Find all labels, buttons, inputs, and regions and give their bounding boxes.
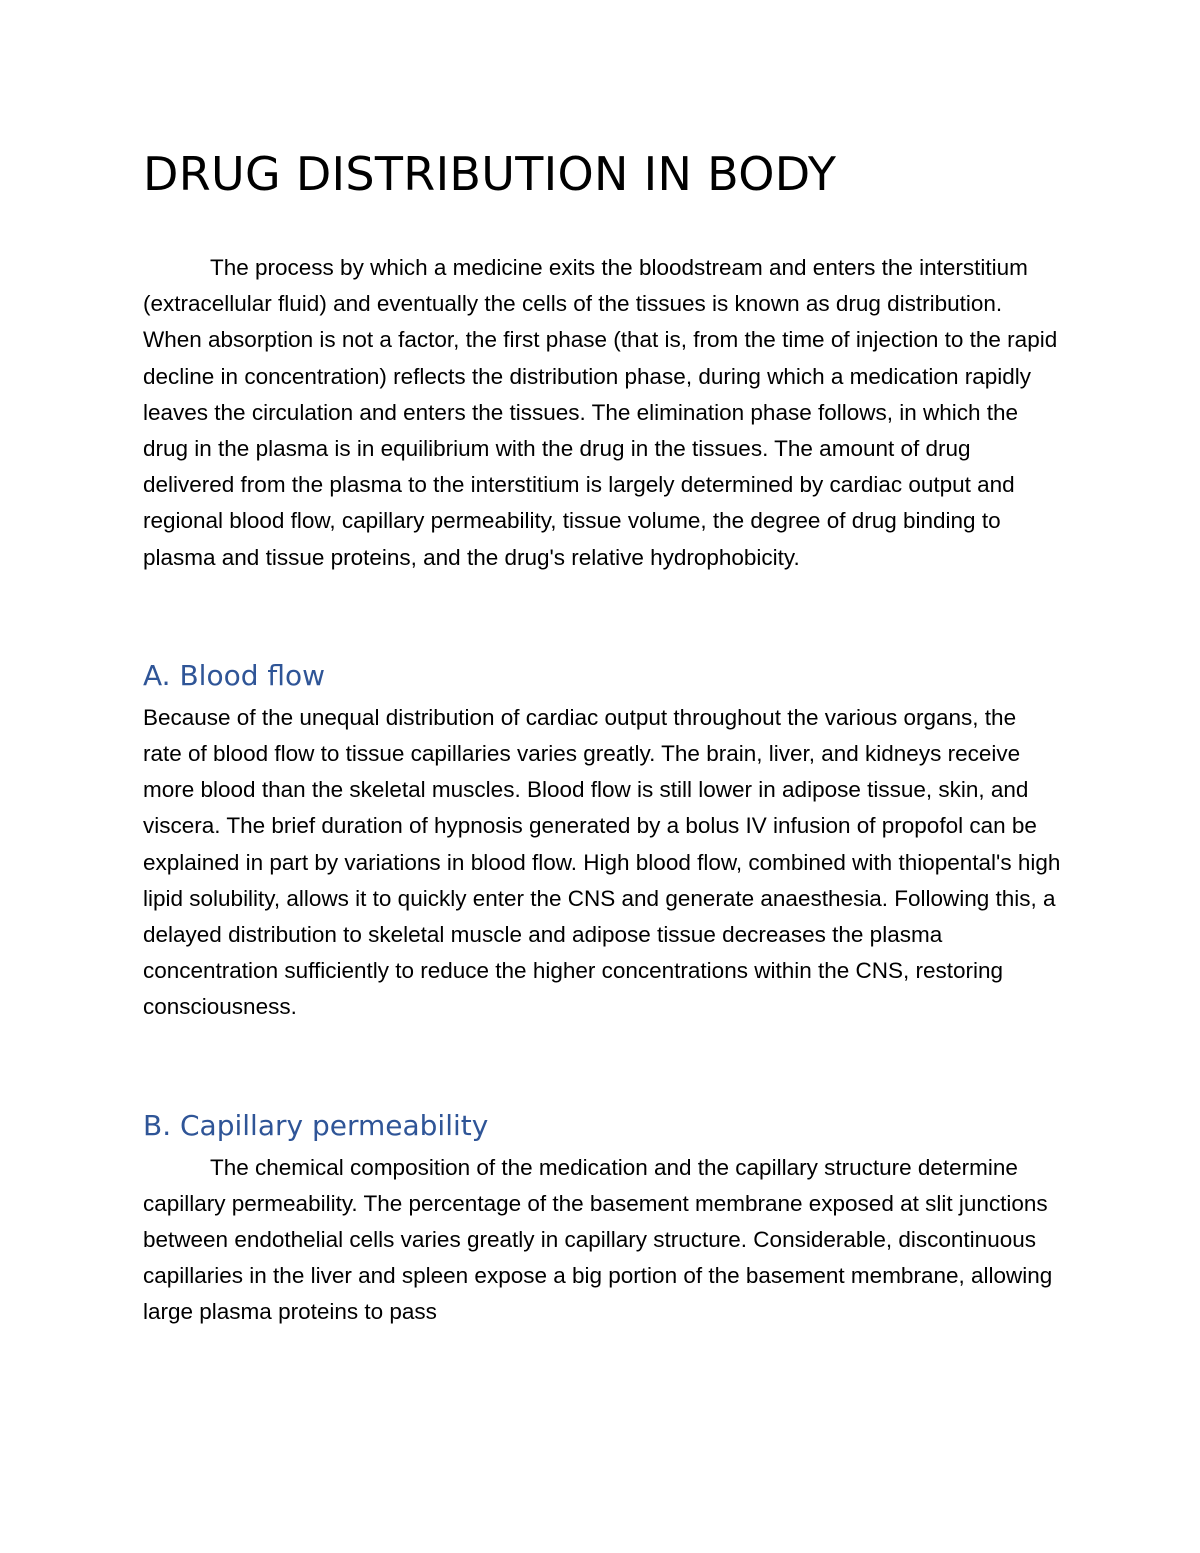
section-heading-capillary-permeability: B. Capillary permeability — [143, 1108, 489, 1142]
document-content — [143, 140, 1061, 1331]
section-body-capillary-permeability: The chemical composition of the medication and the capillary structure determine capillary permeability. The percentage of the basement membrane exposed at slit junctions between endothelial cells varies greatly in capillary structure. Considerable, discontinuous capillaries in the liver and spleen expose a big portion of the basement membrane, allowing large plasma proteins to pass — [143, 1154, 1053, 1325]
intro-paragraph: The process by which a medicine exits the bloodstream and enters the interstitium (extracellular fluid) and eventually the cells of the tissues is known as drug distribution. When absorption is not a factor, the first phase (that is, from the time of injection to the rapid decline in concentration) reflects the distribution phase, during which a medication rapidly leaves the circulation and enters the tissues. The elimination phase follows, in which the drug in the plasma is in equilibrium with the drug in the tissues. The amount of drug delivered from the plasma to the interstitium is largely determined by cardiac output and regional blood flow, capillary permeability, tissue volume, the degree of drug binding to plasma and tissue proteins, and the drug's relative hydrophobicity. — [143, 255, 1058, 570]
section-heading-blood-flow: A. Blood flow — [143, 658, 326, 692]
section-body-blood-flow: Because of the unequal distribution of cardiac output throughout the various organs, the rate of blood flow to tissue capillaries varies greatly. The brain, liver, and kidneys receive more blood than the skeletal muscles. Blood flow is still lower in adipose tissue, skin, and viscera. The brief duration of hypnosis generated by a bolus IV infusion of propofol can be explained in part by variations in blood flow. High blood flow, combined with thiopental's high lipid solubility, allows it to quickly enter the CNS and generate anaesthesia. Following this, a delayed distribution to skeletal muscle and adipose tissue decreases the plasma concentration sufficiently to reduce the higher concentrations within the CNS, restoring consciousness. — [143, 704, 1061, 1020]
document-title: DRUG DISTRIBUTION IN BODY — [143, 147, 837, 201]
